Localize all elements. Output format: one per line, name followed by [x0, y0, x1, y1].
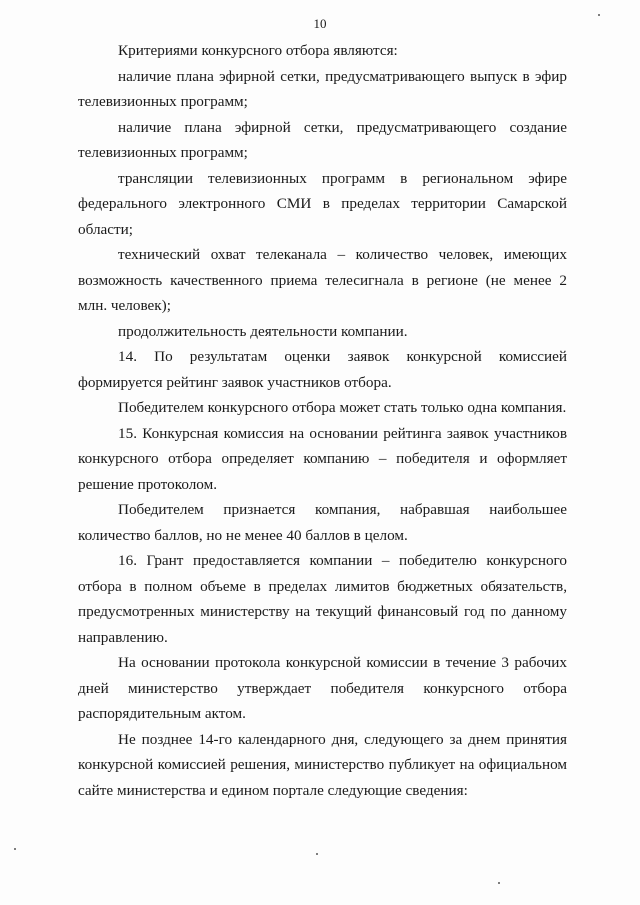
paragraph-protocol-approval: На основании протокола конкурсной комиссии в течение 3 рабочих дней министерство утверждает победителя конкурсного отбора распорядительным актом.	[78, 654, 567, 722]
paragraph-criterion-4: технический охват телеканала – количество человек, имеющих возможность качественного приема телесигнала в регионе (не менее 2 млн. человек);	[78, 246, 567, 314]
paragraph-16-grant: 16. Грант предоставляется компании – победителю конкурсного отбора в полном объеме в пределах лимитов бюджетных обязательств, предусмотренных министерству на текущий финансовый год по данному направлению.	[78, 552, 567, 646]
scan-speck	[316, 853, 318, 855]
scan-speck	[498, 882, 500, 884]
scan-speck	[598, 14, 600, 16]
paragraph-publication: Не позднее 14-го календарного дня, следующего за днем принятия конкурсной комиссией решения, министерство публикует на официальном сайте министерства и едином портале следующие сведения:	[78, 730, 567, 799]
paragraph-14-rating: 14. По результатам оценки заявок конкурсной комиссией формируется рейтинг заявок участников отбора.	[78, 348, 567, 391]
scan-speck	[14, 848, 16, 850]
paragraph-criteria-intro: Критериями конкурсного отбора являются:	[118, 42, 398, 59]
paragraph-criterion-1: наличие плана эфирной сетки, предусматривающего выпуск в эфир телевизионных программ;	[78, 67, 567, 110]
text-block	[78, 38, 567, 803]
paragraph-winner-points: Победителем признается компания, набравшая наибольшее количество баллов, но не менее 40 баллов в целом.	[78, 501, 567, 544]
paragraph-criterion-2: наличие плана эфирной сетки, предусматривающего создание телевизионных программ;	[78, 118, 567, 161]
paragraph-winner-single: Победителем конкурсного отбора может стать только одна компания.	[118, 399, 567, 416]
paragraph-criterion-5: продолжительность деятельности компании.	[118, 322, 408, 340]
paragraph-criterion-3: трансляции телевизионных программ в региональном эфире федерального электронного СМИ в пределах территории Самарской области;	[78, 169, 567, 238]
page-number: 10	[313, 16, 327, 31]
paragraph-15-commission: 15. Конкурсная комиссия на основании рейтинга заявок участников конкурсного отбора определяет компанию – победителя и оформляет решение протоколом.	[78, 424, 567, 493]
